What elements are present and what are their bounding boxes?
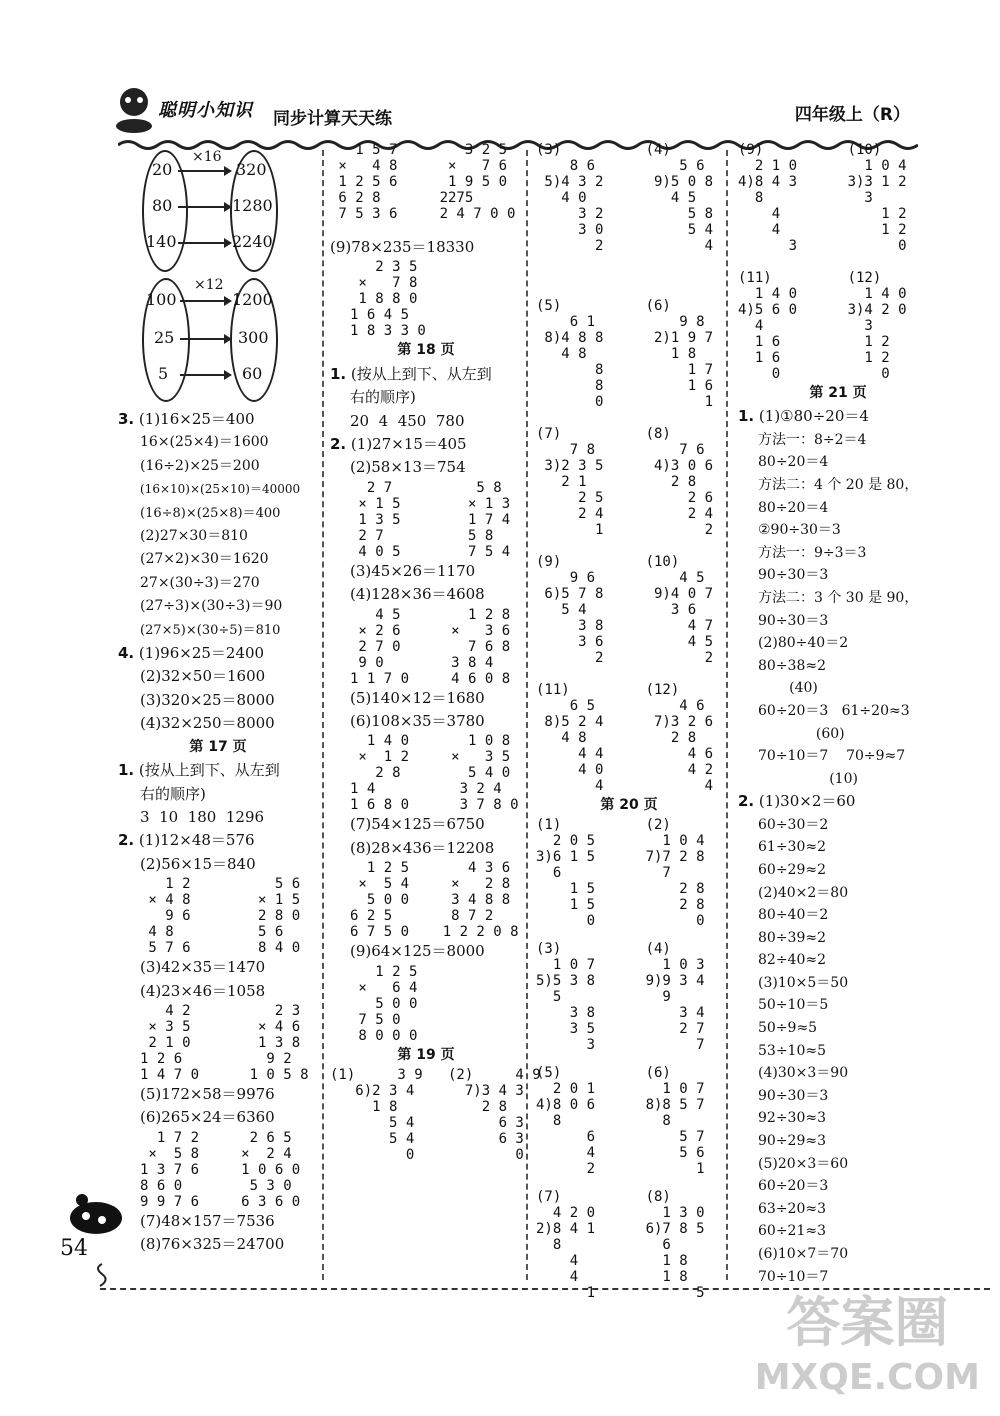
answer-line (330, 433, 522, 456)
diagram-operator: ×16 (192, 149, 222, 165)
answer-block (118, 665, 318, 735)
grade-label: 四年级上（R） (794, 105, 910, 125)
answer-line: 80÷39≈2 (758, 929, 826, 946)
answer-line: (2)32×50＝1600 (140, 667, 266, 686)
answer-line: 63÷20≈3 (758, 1200, 826, 1217)
diagram-left-value: 5 (158, 364, 169, 383)
answer-line: 90÷30＝3 (758, 567, 829, 584)
answer-line: 80÷40＝2 (758, 907, 829, 924)
vertical-calculation: (1) (2) 2 0 5 1 0 4 3)6 1 5 7)7 2 8 6 7 1 5 2 8 1 5 2 8 0 0 (536, 817, 705, 930)
answer-line: (2)27×30＝810 (140, 528, 248, 545)
answer-line: (5)172×58＝9976 (140, 1084, 275, 1103)
diagram-right-value: 1200 (232, 290, 273, 309)
answer-block (738, 814, 938, 1288)
answer-line: 90÷29≈3 (758, 1133, 826, 1150)
cartoon-mascot-icon (110, 82, 158, 134)
answer-line: (9)64×125＝8000 (350, 942, 485, 961)
answer-line: (10) (758, 770, 858, 787)
answer-line: (5)20×3＝60 (758, 1155, 849, 1172)
answer-line: (3)320×25＝8000 (140, 690, 275, 709)
answer-line: (16×10)×(25×10)＝40000 (140, 482, 301, 497)
vertical-calculation: 2 7 5 8 × 1 5 × 1 3 1 3 5 1 7 4 2 7 5 8 4 0 5 7 5 4 (358, 479, 511, 560)
answer-line: 80÷20＝4 (758, 499, 829, 516)
arrow-icon (180, 338, 230, 340)
diagram-right-value: 1280 (232, 196, 273, 215)
answer-line: (27÷3)×(30÷3)＝90 (140, 598, 283, 615)
column-2 (330, 142, 541, 1164)
vertical-calculation: (1) 3 9 (2) 4 9 6)2 3 4 7)3 4 3 1 8 2 8 5 4 6 3 5 4 6 3 0 0 (330, 1067, 541, 1164)
answer-line: 方法二：3 个 30 是 90， (758, 589, 919, 606)
vertical-calculation: 1 4 0 1 0 8 × 1 2 × 3 5 2 8 5 4 0 1 4 3 2 4 1 6 8 0 3 7 8 0 (350, 733, 519, 814)
logo-text: 聪明小知识 (158, 100, 253, 121)
question-number: 3. (118, 410, 135, 428)
answer-line: 82÷40≈2 (758, 952, 826, 969)
page-number: 54 (60, 1236, 88, 1261)
diagram-left-value: 100 (146, 290, 177, 309)
question-number: 1. (118, 761, 135, 780)
column-3 (536, 142, 722, 1301)
vertical-calculation: (9) (10) 9 6 4 5 6)5 7 8 9)4 0 7 5 4 3 6 3 8 4 7 3 6 4 5 2 2 (536, 554, 714, 666)
page-heading: 第 19 页 (397, 1046, 455, 1063)
watermark (755, 1280, 980, 1398)
diagram-left-value: 140 (146, 232, 177, 251)
answer-line: (6)108×35＝3780 (350, 712, 485, 731)
page-heading: 第 18 页 (397, 342, 455, 359)
answer-line: 50÷9≈5 (758, 1020, 818, 1037)
vertical-calculation: (11) (12) 1 4 0 1 4 0 4)5 6 0 3)4 2 0 4 3 1 6 1 2 1 6 1 2 0 0 (738, 270, 907, 382)
column-1 (118, 150, 318, 1257)
diagram-left-value: 80 (152, 196, 173, 215)
answer-line (118, 408, 318, 431)
watermark-title: 答案圈 (786, 1291, 949, 1354)
mapping-diagram-2 (118, 278, 318, 408)
answer-line: 80÷38≈2 (758, 657, 826, 674)
answer-line: (8)76×325＝24700 (140, 1235, 285, 1254)
question-number: 1. (738, 407, 755, 426)
answer-line (738, 405, 938, 428)
vertical-calculation: (3) (4) 1 0 7 1 0 3 5)5 3 8 9)9 3 4 5 9 3 8 3 4 3 5 2 7 3 7 (536, 941, 705, 1054)
answer-line: 60÷20＝3 (758, 1178, 829, 1195)
column-4 (738, 142, 938, 1288)
column-divider (526, 150, 528, 1280)
answer-block (330, 456, 522, 1043)
answer-block (330, 386, 522, 433)
ladybug-icon (66, 1190, 126, 1236)
answer-line: 右的顺序) (350, 388, 416, 407)
answer-text: (1)16×25＝400 (138, 410, 255, 428)
answer-line (738, 790, 938, 813)
answer-line: 61÷30≈2 (758, 839, 826, 856)
answer-line: (8)28×436＝12208 (350, 838, 495, 857)
answer-text: (按从上到下、从左到 (350, 364, 492, 383)
answer-line: 方法一：9÷3＝3 (758, 544, 867, 561)
answer-line: (4)128×36＝4608 (350, 585, 485, 604)
answer-line: (4)30×3＝90 (758, 1065, 849, 1082)
answer-text: (1)①80÷20＝4 (758, 407, 869, 426)
vertical-calculation: 1 2 5 4 3 6 × 5 4 × 2 8 5 0 0 3 4 8 8 6 2 5 8 7 2 6 7 5 0 1 2 2 0 8 (350, 860, 519, 941)
answer-line: (2)40×2＝80 (758, 884, 849, 901)
answer-text: (1)96×25＝2400 (138, 644, 265, 663)
answer-line: (60) (758, 725, 845, 742)
diagram-right-value: 60 (242, 364, 263, 383)
page-heading: 第 17 页 (189, 738, 247, 755)
vertical-calculation: (7) (8) 7 8 7 6 3)2 3 5 4)3 0 6 2 1 2 8 2 5 2 6 2 4 2 4 1 2 (536, 426, 714, 538)
answer-line: 50÷10＝5 (758, 997, 829, 1014)
arrow-icon (180, 374, 230, 376)
vertical-calculation: 4 2 2 3 × 3 5 × 4 6 2 1 0 1 3 8 1 2 6 9 2 1 4 7 0 1 0 5 8 (140, 1002, 309, 1083)
answer-block (738, 429, 938, 791)
answer-line: 60÷29≈2 (758, 861, 826, 878)
answer-line (330, 363, 522, 386)
answer-line: 92÷30≈3 (758, 1110, 826, 1127)
answer-line: (4)32×250＝8000 (140, 714, 275, 733)
vertical-calculation: (7) (8) 4 2 0 1 3 0 2)8 4 1 6)7 8 5 8 6 4 1 8 4 1 8 1 5 (536, 1189, 705, 1302)
answer-line: 3 10 180 1296 (140, 807, 265, 826)
vertical-calculation: 1 2 5 × 6 4 5 0 0 7 5 0 8 0 0 0 (358, 963, 418, 1044)
arrow-icon (180, 300, 230, 302)
page-heading: 第 21 页 (809, 385, 867, 401)
answer-line: 27×(30÷3)＝270 (140, 574, 260, 591)
answer-text: (1)12×48＝576 (138, 831, 255, 850)
answer-line: 90÷30＝3 (758, 1087, 829, 1104)
answer-line: (9)78×235＝18330 (330, 238, 475, 256)
arrow-icon (178, 206, 230, 208)
page-header (110, 82, 930, 142)
curl-icon (92, 1262, 112, 1288)
answer-line: (16÷8)×(25×8)＝400 (140, 505, 281, 521)
answer-line: (3)45×26＝1170 (350, 561, 476, 580)
answer-block (118, 431, 318, 642)
answer-line: (5)140×12＝1680 (350, 688, 485, 707)
question-number: 2. (738, 792, 755, 811)
answer-line: 60÷21≈3 (758, 1223, 826, 1240)
diagram-operator: ×12 (194, 277, 224, 293)
column-divider (726, 150, 728, 1280)
answer-line: (2)80÷40＝2 (758, 635, 849, 652)
diagram-right-value: 320 (236, 160, 267, 179)
answer-line: 方法一：8÷2＝4 (758, 431, 867, 448)
answer-line (118, 642, 318, 665)
diagram-left-value: 25 (154, 328, 175, 347)
answer-text: (1)30×2＝60 (758, 792, 856, 811)
answer-line: 80÷20＝4 (758, 454, 829, 471)
answer-text: (1)27×15＝405 (350, 435, 467, 454)
answer-line: 16×(25×4)＝1600 (140, 434, 269, 451)
question-number: 1. (330, 364, 347, 383)
vertical-calculation: (11) (12) 6 5 4 6 8)5 2 4 7)3 2 6 4 8 2 8 4 4 4 6 4 0 4 2 4 4 (536, 682, 714, 794)
watermark-url: MXQE.COM (754, 1357, 980, 1398)
answer-line: (6)10×7＝70 (758, 1246, 849, 1262)
answer-line: 53÷10≈5 (758, 1042, 826, 1059)
vertical-calculation: 1 7 2 2 6 5 × 5 8 × 2 4 1 3 7 6 1 0 6 0 8 6 0 5 3 0 9 9 7 6 6 3 6 0 (140, 1129, 301, 1210)
diagram-left-value: 20 (152, 160, 173, 179)
arrow-icon (178, 242, 230, 244)
answer-line: (16÷2)×25＝200 (140, 457, 260, 474)
answer-text: (按从上到下、从左到 (138, 761, 280, 780)
answer-line: (7)54×125＝6750 (350, 815, 485, 834)
question-number: 2. (118, 831, 135, 850)
answer-line: (3)10×5＝50 (758, 974, 849, 991)
answer-line: 90÷30＝3 (758, 612, 829, 629)
vertical-calculation: (9) (10) 2 1 0 1 0 4 4)8 4 3 3)3 1 2 8 3 4 1 2 4 1 2 3 0 (738, 142, 907, 254)
answer-line: (4)23×46＝1058 (140, 981, 266, 1000)
series-title: 同步计算天天练 (273, 109, 392, 129)
answer-line: 20 4 450 780 (350, 411, 465, 430)
answer-line: (3)42×35＝1470 (140, 958, 266, 977)
answer-line: ②90÷30＝3 (758, 522, 841, 539)
question-number: 2. (330, 435, 347, 454)
answer-block (118, 853, 318, 1257)
logo (110, 82, 260, 134)
answer-line: 右的顺序) (140, 784, 206, 803)
answer-line: (40) (758, 680, 818, 697)
answer-line: (6)265×24＝6360 (140, 1108, 275, 1127)
page-heading: 第 20 页 (600, 797, 658, 813)
answer-line: 70÷10＝7 (758, 1268, 829, 1285)
answer-line: (2)56×15＝840 (140, 854, 256, 873)
answer-line: 60÷20＝3 61÷20≈3 (758, 702, 910, 719)
answer-line: 70÷10＝7 70÷9≈7 (758, 748, 906, 765)
answer-line: 方法二：4 个 20 是 80， (758, 477, 919, 493)
answer-line (118, 759, 318, 782)
mapping-diagram-1 (118, 150, 318, 278)
vertical-calculation: 2 3 5 × 7 8 1 8 8 0 1 6 4 5 1 8 3 3 0 (350, 259, 426, 340)
vertical-calculation: 1 5 7 3 2 5 × 4 8 × 7 6 1 2 5 6 1 9 5 0 6 2 8 2275 7 5 3 6 2 4 7 0 0 (338, 142, 516, 222)
answer-line: (27×5)×(30÷5)＝810 (140, 622, 281, 638)
answer-line: 60÷30＝2 (758, 816, 829, 833)
answer-line: (2)58×13＝754 (350, 458, 466, 477)
arrow-icon (178, 170, 230, 172)
answer-block (118, 783, 318, 830)
answer-line: (27×2)×30＝1620 (140, 551, 269, 568)
answer-line (118, 829, 318, 852)
column-divider (322, 150, 324, 1280)
vertical-calculation: 1 2 5 6 × 4 8 × 1 5 9 6 2 8 0 4 8 5 6 5 7 6 8 4 0 (148, 876, 301, 957)
vertical-calculation: (3) (4) 8 6 5 6 5)4 3 2 9)5 0 8 4 0 4 5 3 2 5 8 3 0 5 4 2 4 (536, 142, 714, 254)
answer-line: (7)48×157＝7536 (140, 1211, 275, 1230)
vertical-calculation: (5) (6) 6 1 9 8 8)4 8 8 2)1 9 7 4 8 1 8 8 1 7 8 1 6 0 1 (536, 298, 714, 410)
diagram-right-value: 2240 (232, 232, 273, 251)
question-number: 4. (118, 644, 135, 663)
diagram-right-value: 300 (238, 328, 269, 347)
vertical-calculation: 4 5 1 2 8 × 2 6 × 3 6 2 7 0 7 6 8 9 0 3 8 4 1 1 7 0 4 6 0 8 (350, 606, 511, 687)
vertical-calculation: (5) (6) 2 0 1 1 0 7 4)8 0 6 8)8 5 7 8 8 6 5 7 4 5 6 2 1 (536, 1065, 705, 1178)
